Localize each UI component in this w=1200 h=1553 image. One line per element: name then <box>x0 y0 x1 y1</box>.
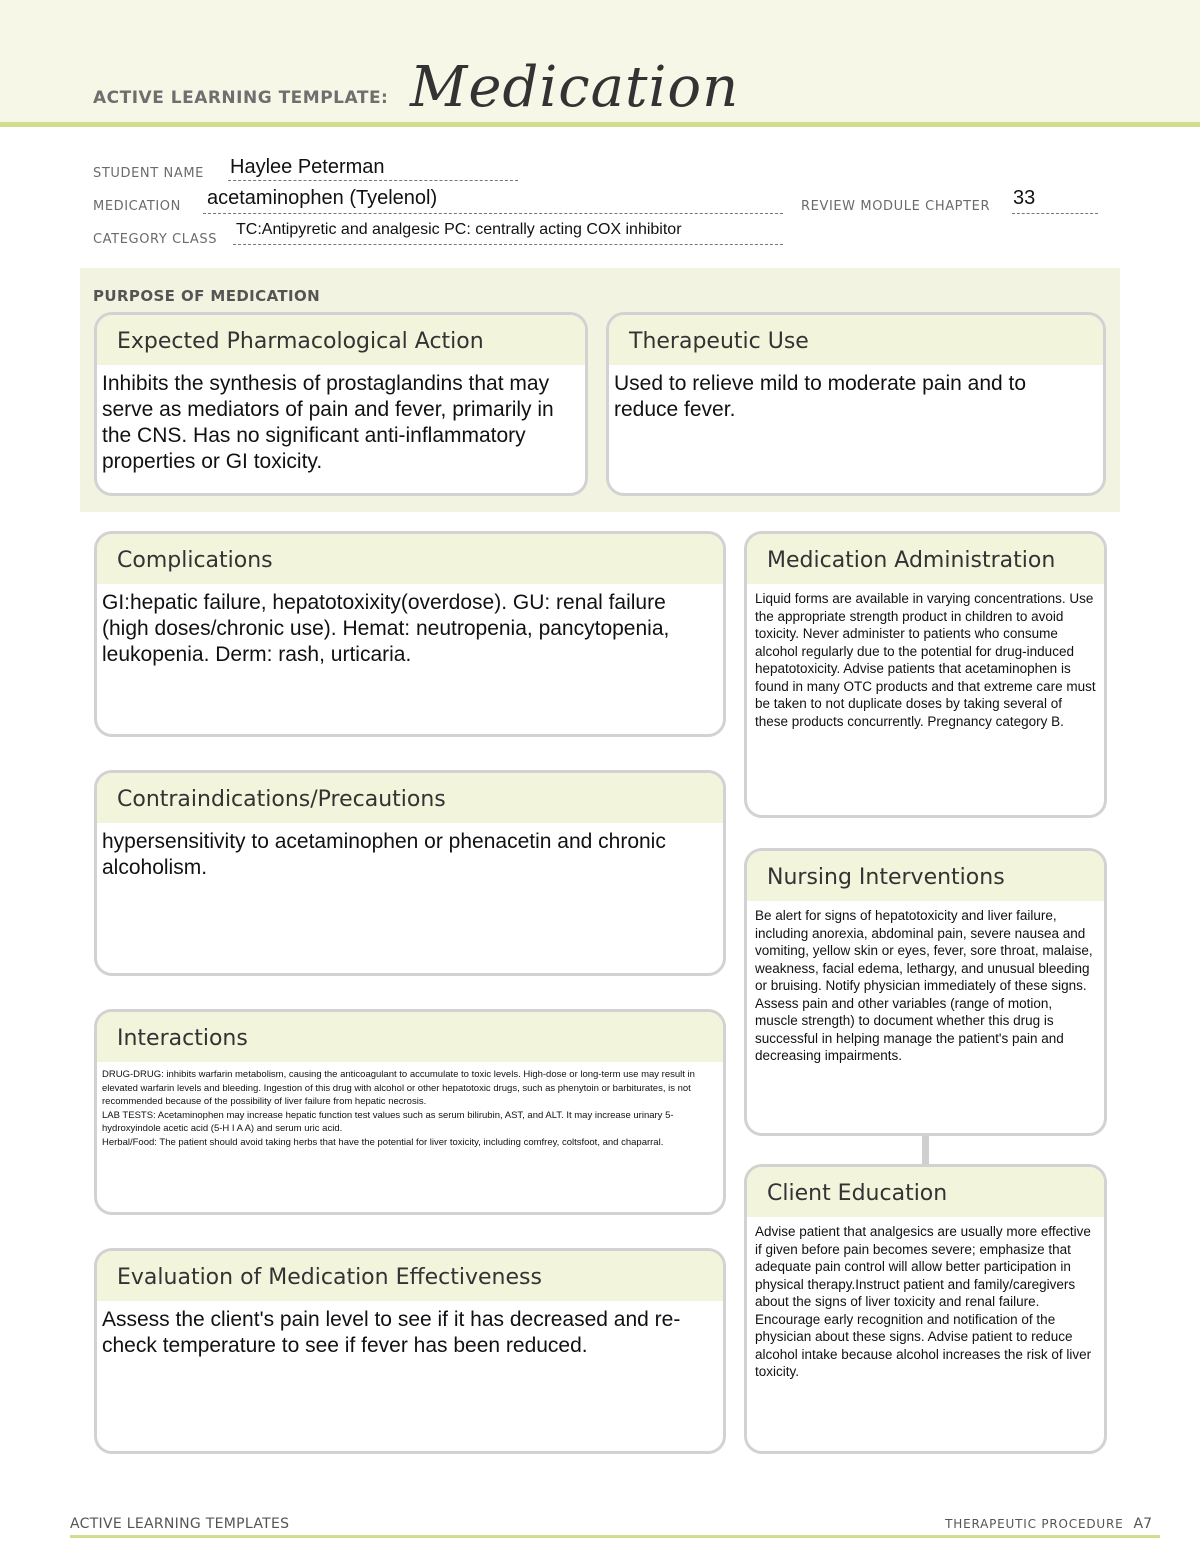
nursing-interventions-title: Nursing Interventions <box>747 851 1104 901</box>
template-label: ACTIVE LEARNING TEMPLATE: <box>93 88 389 108</box>
medication-underline <box>203 213 783 214</box>
medication-label: MEDICATION <box>93 199 181 214</box>
complications-card <box>94 531 726 737</box>
evaluation-title: Evaluation of Medication Effectiveness <box>97 1251 723 1301</box>
evaluation-text[interactable]: Assess the client's pain level to see if it has decreased and re-check temperature to see if fever has been reduced. <box>102 1308 681 1357</box>
medication-administration-title: Medication Administration <box>747 534 1104 584</box>
review-module-underline <box>1012 213 1098 214</box>
medication-administration-text[interactable]: Liquid forms are available in varying concentrations. Use the appropriate strength product in children to avoid toxicity. Never administer to patients who consume alcohol regularly due to the potential for drug-induced hepatotoxicity. Advise patients that acetaminophen is found in many OTC products and that extreme care must be taken to not duplicate doses by taking several of these products concurrently. Pregnancy category B. <box>755 591 1096 729</box>
student-name-label: STUDENT NAME <box>93 166 204 181</box>
complications-text[interactable]: GI:hepatic failure, hepatotoxixity(overdose). GU: renal failure (high doses/chronic use). Hemat: neutropenia, pancytopenia, leukopenia. Derm: rash, urticaria. <box>102 591 670 666</box>
medication-field[interactable]: acetaminophen (Tyelenol) <box>207 187 438 209</box>
student-name-underline <box>228 180 518 181</box>
expected-action-text[interactable]: Inhibits the synthesis of prostaglandins that may serve as mediators of pain and fever, primarily in the CNS. Has no significant anti-inflammatory properties or GI toxicity. <box>102 372 554 473</box>
client-education-text[interactable]: Advise patient that analgesics are usually more effective if given before pain becomes severe; emphasize that adequate pain control will allow better participation in physical therapy.Instruct patient and family/caregivers about the signs of liver toxicity and renal failure. Encourage early recognition and notification of the physician about these signs. Advise patient to reduce alcohol intake because alcohol increases the risk of liver toxicity. <box>755 1224 1092 1379</box>
category-class-label: CATEGORY CLASS <box>93 232 218 247</box>
interactions-title: Interactions <box>97 1012 723 1062</box>
category-class-underline <box>233 244 783 245</box>
footer-right-label: THERAPEUTIC PROCEDURE <box>945 1517 1124 1531</box>
review-module-label: REVIEW MODULE CHAPTER <box>801 199 991 214</box>
footer-code: A7 <box>1133 1516 1152 1532</box>
contraindications-text[interactable]: hypersensitivity to acetaminophen or phenacetin and chronic alcoholism. <box>102 830 666 879</box>
interactions-text[interactable] <box>97 1062 723 1149</box>
template-title: Medication <box>410 55 740 120</box>
therapeutic-use-card <box>606 312 1106 496</box>
connector-line <box>922 1136 929 1164</box>
interactions-drug-drug: DRUG-DRUG: inhibits warfarin metabolism, causing the anticoagulant to accumulate to toxic levels. High-dose or long-term use may result in elevated warfarin levels and bleeding. Ingestion of this drug with alcohol or other hepatotoxic drugs, such as phenytoin or barbiturates, is not recommended because of the possibility of liver failure from hepatic necrosis. <box>102 1069 695 1107</box>
client-education-title: Client Education <box>747 1167 1104 1217</box>
footer-rule <box>70 1535 1160 1538</box>
student-name-field[interactable]: Haylee Peterman <box>230 156 385 178</box>
evaluation-card <box>94 1248 726 1454</box>
interactions-herbal-food: Herbal/Food: The patient should avoid taking herbs that have the potential for liver toxicity, including comfrey, coltsfoot, and chaparral. <box>102 1136 664 1148</box>
contraindications-title: Contraindications/Precautions <box>97 773 723 823</box>
client-education-card <box>744 1164 1107 1454</box>
nursing-interventions-text[interactable]: Be alert for signs of hepatotoxicity and liver failure, including anorexia, abdominal pain, severe nausea and vomiting, yellow skin or eyes, fever, sore throat, malaise, weakness, facial edema, lethargy, and unusual bleeding or bruising. Notify physician immediately of these signs. Assess pain and other variables (range of motion, muscle strength) to document whether this drug is successful in helping manage the patient's pain and decreasing impairments. <box>755 908 1093 1063</box>
therapeutic-use-title: Therapeutic Use <box>609 315 1103 365</box>
therapeutic-use-text[interactable]: Used to relieve mild to moderate pain and to reduce fever. <box>614 372 1027 421</box>
footer-right <box>945 1516 1152 1532</box>
category-class-field[interactable]: TC:Antipyretic and analgesic PC: centrally acting COX inhibitor <box>236 221 682 238</box>
nursing-interventions-card <box>744 848 1107 1136</box>
purpose-title: PURPOSE OF MEDICATION <box>93 287 321 305</box>
medication-administration-card <box>744 531 1107 818</box>
footer-left: ACTIVE LEARNING TEMPLATES <box>70 1516 290 1532</box>
complications-title: Complications <box>97 534 723 584</box>
expected-action-card <box>94 312 588 496</box>
contraindications-card <box>94 770 726 976</box>
interactions-lab-tests: LAB TESTS: Acetaminophen may increase hepatic function test values such as serum bilirubin, AST, and ALT. It may increase urinary 5-hydroxyindole acetic acid (5-H I A A) and serum uric acid. <box>102 1109 674 1134</box>
expected-action-title: Expected Pharmacological Action <box>97 315 585 365</box>
interactions-card <box>94 1009 726 1215</box>
review-module-field[interactable]: 33 <box>1013 187 1036 209</box>
header-rule <box>0 122 1200 127</box>
